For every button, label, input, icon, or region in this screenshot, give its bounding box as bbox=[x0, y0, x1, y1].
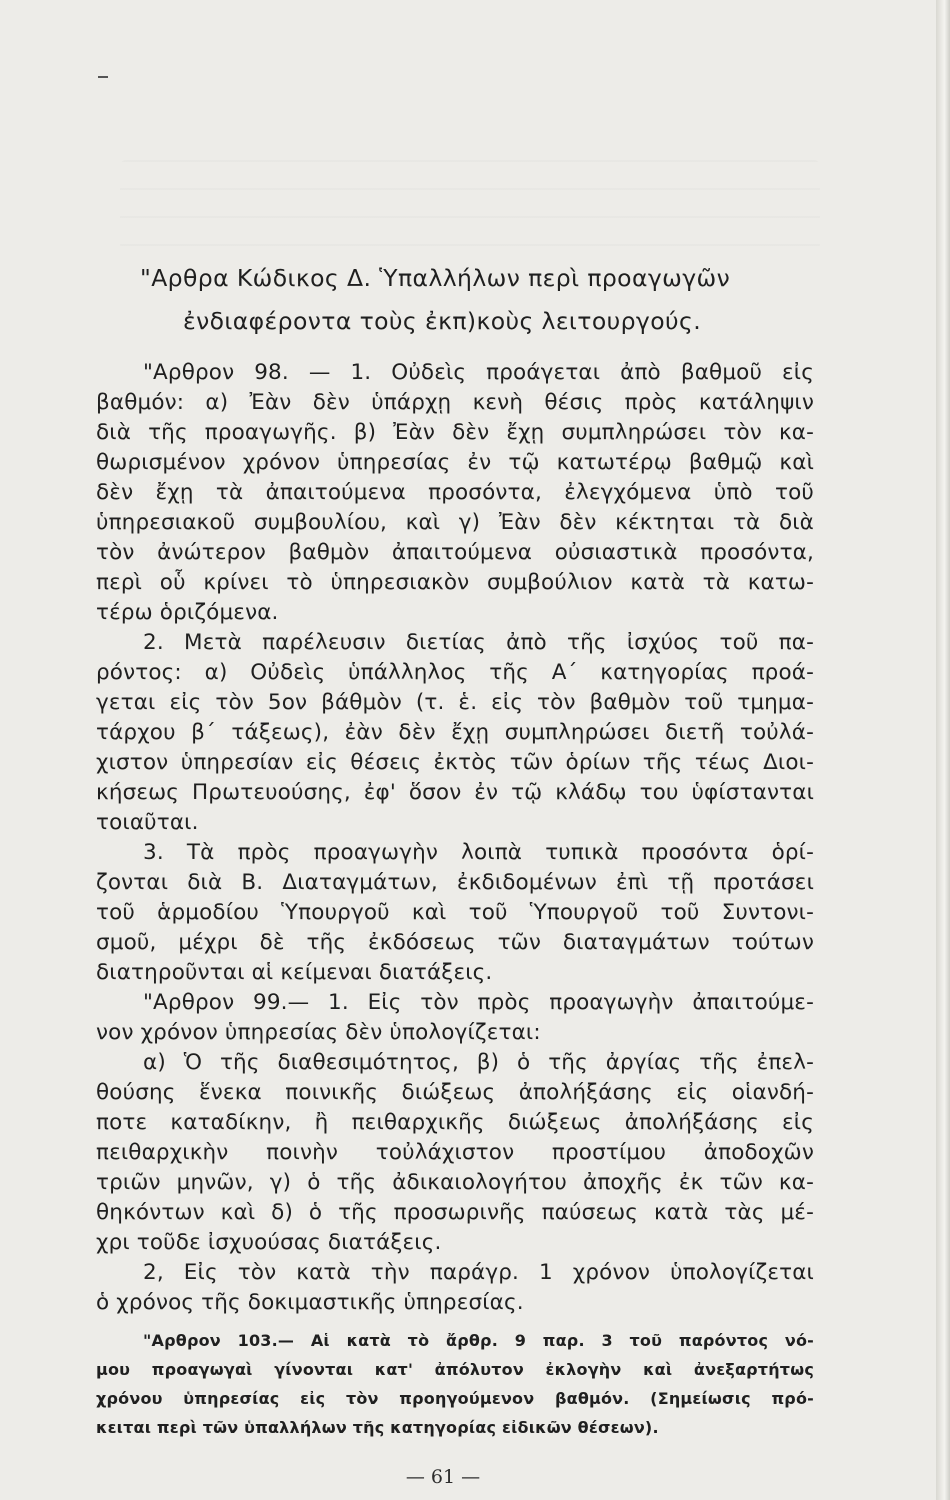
body-line: θηκόντων καὶ δ) ὁ τῆς προσωρινῆς παύσεως κατὰ τὰς μέ- bbox=[96, 1200, 814, 1225]
body-line: τέρω ὁριζόμενα. bbox=[96, 600, 279, 625]
body-line: α) Ὁ τῆς διαθεσιμότητος, β) ὁ τῆς ἀργίας τῆς ἐπελ- bbox=[143, 1050, 814, 1075]
body-line: χρι τοῦδε ἰσχυούσας διατάξεις. bbox=[96, 1230, 442, 1255]
page-right-edge bbox=[936, 0, 950, 1500]
body-line: "Αρθρον 99.— 1. Εἰς τὸν πρὸς προαγωγὴν ἀπαιτούμε- bbox=[143, 990, 814, 1015]
body-line: διατηροῦνται αἱ κείμεναι διατάξεις. bbox=[96, 960, 493, 985]
body-line: χιστον ὑπηρεσίαν εἰς θέσεις ἐκτὸς τῶν ὁρίων τῆς τέως Διοι- bbox=[96, 750, 814, 775]
body-line: κήσεως Πρωτευούσης, ἐφ' ὅσον ἐν τῷ κλάδῳ του ὑφίστανται bbox=[96, 780, 814, 805]
body-line: βαθμόν: α) Ἐὰν δὲν ὑπάρχῃ κενὴ θέσις πρὸς κατάληψιν bbox=[96, 390, 814, 415]
body-line: "Αρθρον 98. — 1. Οὐδεὶς προάγεται ἀπὸ βαθμοῦ εἰς bbox=[143, 360, 814, 385]
body-line: θωρισμένον χρόνον ὑπηρεσίας ἐν τῷ κατωτέρῳ βαθμῷ καὶ bbox=[96, 450, 814, 475]
body-line: τὸν ἀνώτερον βαθμὸν ἀπαιτούμενα οὐσιαστικὰ προσόντα, bbox=[96, 540, 814, 565]
show-through-text-area bbox=[120, 160, 820, 250]
body-line: νον χρόνον ὑπηρεσίας δὲν ὑπολογίζεται: bbox=[96, 1020, 541, 1045]
body-line: ποτε καταδίκην, ἢ πειθαρχικῆς διώξεως ἀπολήξάσης εἰς bbox=[96, 1110, 814, 1135]
note-line: μου προαγωγαὶ γίνονται κατ' ἀπόλυτον ἐκλογὴν καὶ ἀνεξαρτήτως bbox=[96, 1360, 814, 1379]
title-line: "Αρθρα Κώδικος Δ. Ὑπαλλήλων περὶ προαγωγῶν bbox=[140, 264, 731, 292]
body-line: ὁ χρόνος τῆς δοκιμαστικῆς ὑπηρεσίας. bbox=[96, 1290, 524, 1315]
page-number: — 61 — bbox=[405, 1466, 481, 1488]
body-line: πειθαρχικὴν ποινὴν τοὐλάχιστον προστίμου ἀποδοχῶν bbox=[96, 1140, 814, 1165]
body-line: τοῦ ἁρμοδίου Ὑπουργοῦ καὶ τοῦ Ὑπουργοῦ τοῦ Συντονι- bbox=[96, 900, 814, 925]
body-line: γεται εἰς τὸν 5ον βάθμὸν (τ. ἑ. εἰς τὸν βαθμὸν τοῦ τμημα- bbox=[96, 690, 814, 715]
note-line: κειται περὶ τῶν ὑπαλλήλων τῆς κατηγορίας εἰδικῶν θέσεων). bbox=[96, 1418, 659, 1437]
body-line: 2, Εἰς τὸν κατὰ τὴν παράγρ. 1 χρόνον ὑπολογίζεται bbox=[143, 1260, 814, 1285]
body-line: θούσης ἕνεκα ποινικῆς διώξεως ἀπολήξάσης εἰς οἱανδή- bbox=[96, 1080, 814, 1105]
body-line: 3. Τὰ πρὸς προαγωγὴν λοιπὰ τυπικὰ προσόντα ὁρί- bbox=[143, 840, 814, 865]
body-line: ρόντος: α) Οὐδεὶς ὑπάλληλος τῆς Α΄ κατηγορίας προά- bbox=[96, 660, 814, 685]
body-line: διὰ τῆς προαγωγῆς. β) Ἐὰν δὲν ἔχῃ συμπληρώσει τὸν κα- bbox=[96, 420, 814, 445]
body-line: περὶ οὗ κρίνει τὸ ὑπηρεσιακὸν συμβούλιον κατὰ τὰ κατω- bbox=[96, 570, 814, 595]
note-line: "Αρθρον 103.— Αἱ κατὰ τὸ ἄρθρ. 9 παρ. 3 τοῦ παρόντος νό- bbox=[143, 1331, 814, 1350]
page-edge-mark bbox=[98, 76, 108, 78]
body-line: δὲν ἔχῃ τὰ ἀπαιτούμενα προσόντα, ἐλεγχόμενα ὑπὸ τοῦ bbox=[96, 480, 814, 505]
body-line: τριῶν μηνῶν, γ) ὁ τῆς ἀδικαιολογήτου ἀποχῆς ἐκ τῶν κα- bbox=[96, 1170, 814, 1195]
body-line: ζονται διὰ Β. Διαταγμάτων, ἐκδιδομένων ἐπὶ τῇ προτάσει bbox=[96, 870, 814, 895]
body-line: τάρχου β΄ τάξεως), ἐὰν δὲν ἔχῃ συμπληρώσει διετῆ τοὐλά- bbox=[96, 720, 814, 745]
note-line: χρόνου ὑπηρεσίας εἰς τὸν προηγούμενον βαθμόν. (Σημείωσις πρό- bbox=[96, 1389, 814, 1408]
title-line: ἐνδιαφέροντα τοὺς ἐκπ)κοὺς λειτουργούς. bbox=[183, 307, 702, 335]
body-line: 2. Μετὰ παρέλευσιν διετίας ἀπὸ τῆς ἰσχύος τοῦ πα- bbox=[143, 630, 814, 655]
body-line: τοιαῦται. bbox=[96, 810, 199, 835]
body-line: σμοῦ, μέχρι δὲ τῆς ἐκδόσεως τῶν διαταγμάτων τούτων bbox=[96, 930, 814, 955]
body-line: ὑπηρεσιακοῦ συμβουλίου, καὶ γ) Ἐὰν δὲν κέκτηται τὰ διὰ bbox=[96, 510, 814, 535]
